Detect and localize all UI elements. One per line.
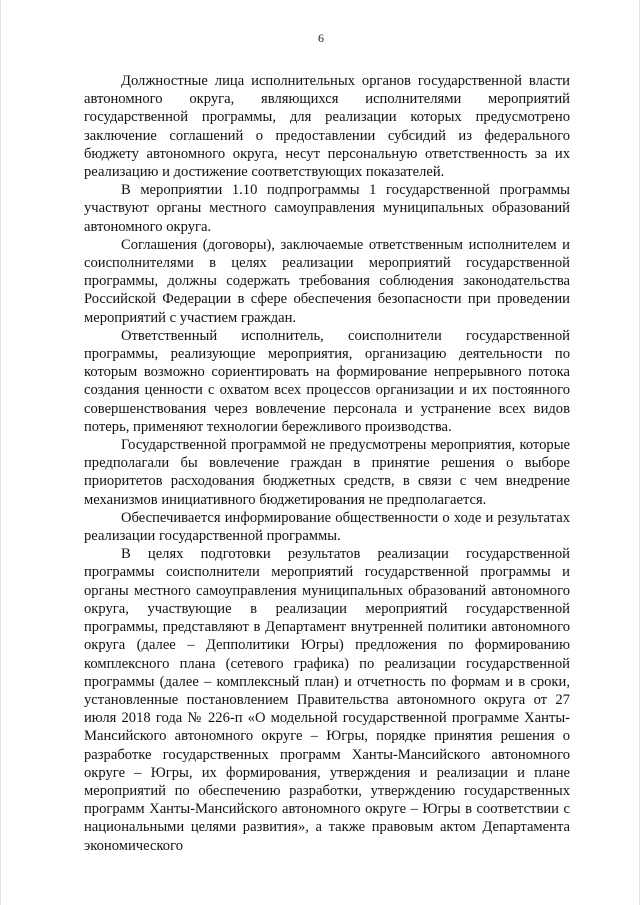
paragraph-initiative-budgeting: Государственной программой не предусмотрены мероприятия, которые предполагали бы вовлечение граждан в принятие решения о выборе приоритетов расходования бюджетных средств, в связи с чем внедрение механизмов инициативного бюджетирования не предполагается. [84, 437, 570, 508]
paragraph-lean-production: Ответственный исполнитель, соисполнители государственной программы, реализующие мероприятия, организацию деятельности по которым возможно сориентировать на формирование непрерывного потока создания ценности с охватом всех процессов организации и их постоянного совершенствования через вовлечение персонала и устранение всех видов потерь, применяют технологии бережливого производства. [84, 327, 570, 435]
document-body [84, 72, 570, 855]
page-number: 6 [318, 31, 324, 45]
paragraph-reporting: В целях подготовки результатов реализации государственной программы соисполнители мероприятий государственной программы и органы местного самоуправления муниципальных образований автономного округа, участвующие в реализации мероприятий государственной программы, представляют в Департамент внутренней политики автономного округа (далее – Депполитики Югры) предложения по формированию комплексного плана (сетевого графика) по реализации государственной программы (далее – комплексный план) и отчетность по формам и в сроки, установленные постановлением Правительства автономного округа от 27 июля 2018 года № 226-п «О модельной государственной программе Ханты-Мансийского автономного округе – Югры, порядке принятия решения о разработке государственных программ Ханты-Мансийского автономного округе – Югры, их формирования, утверждения и реализации и плане мероприятий по обеспечению разработки, утверждению государственных программ Ханты-Мансийского автономного округе – Югры в соответствии с национальными целями развития», а также правовым актом Департамента экономического [84, 546, 570, 854]
paragraph-officials-responsibility: Должностные лица исполнительных органов государственной власти автономного округа, являющихся исполнителями мероприятий государственной программы, для реализации которых предусмотрено заключение соглашений о предоставлении субсидий из федерального бюджету автономного округа, несут персональную ответственность за их реализацию и достижение соответствующих показателей. [84, 73, 570, 181]
paragraph-activity-1-10: В мероприятии 1.10 подпрограммы 1 государственной программы участвуют органы местного самоуправления муниципальных образований автономного округа. [84, 182, 570, 235]
paragraph-public-information: Обеспечивается информирование общественности о ходе и результатах реализации государственной программы. [84, 509, 570, 545]
paragraph-agreements: Соглашения (договоры), заключаемые ответственным исполнителем и соисполнителями в целях реализации мероприятий государственной программы, должны содержать требования соблюдения законодательства Российской Федерации в сфере обеспечения безопасности при проведении мероприятий с участием граждан. [84, 236, 570, 326]
